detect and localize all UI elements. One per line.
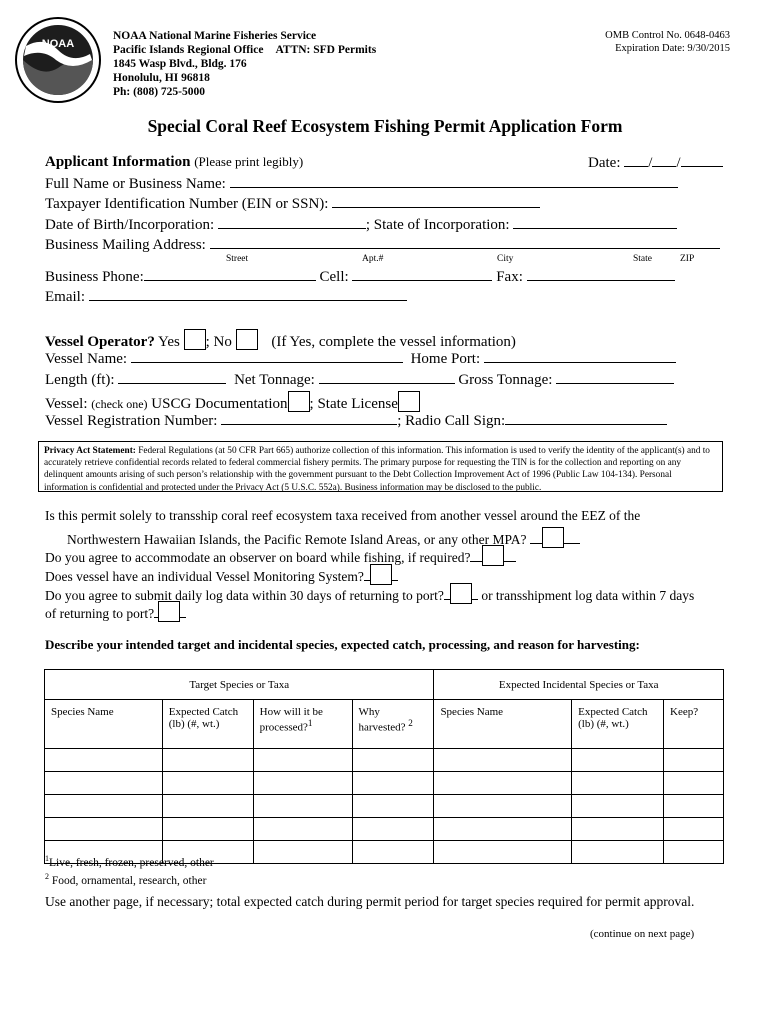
- table-cell[interactable]: [434, 772, 572, 795]
- table-cell[interactable]: [664, 749, 724, 772]
- footnotes: [45, 852, 214, 888]
- incidental-species-header: Expected Incidental Species or Taxa: [434, 670, 724, 700]
- dob-label: Date of Birth/Incorporation:: [45, 217, 215, 233]
- sub-state: State: [633, 254, 652, 264]
- omb-block: [605, 29, 730, 55]
- tin-field[interactable]: [332, 195, 540, 208]
- q1-answer-box[interactable]: [542, 527, 564, 548]
- net-tonnage-label: Net Tonnage:: [234, 372, 315, 388]
- table-cell[interactable]: [253, 841, 352, 864]
- question-vms: [45, 564, 398, 585]
- mailing-row: [45, 236, 720, 254]
- tin-label: Taxpayer Identification Number (EIN or SSN):: [45, 196, 329, 212]
- q1-underline: [530, 531, 542, 544]
- business-phone-label: Business Phone:: [45, 269, 144, 285]
- registration-row: [45, 412, 667, 430]
- state-inc-field[interactable]: [513, 216, 677, 229]
- q1-underline-after: [564, 531, 580, 544]
- vessel-name-label: Vessel Name:: [45, 351, 128, 367]
- radio-call-sign-label: ; Radio Call Sign:: [397, 413, 506, 429]
- form-title: Special Coral Reef Ecosystem Fishing Permit Application Form: [147, 116, 623, 136]
- target-species-header: Target Species or Taxa: [45, 670, 434, 700]
- full-name-field[interactable]: [230, 175, 678, 188]
- vessel-label: Vessel:: [45, 396, 88, 412]
- email-label: Email:: [45, 289, 85, 305]
- dob-field[interactable]: [218, 216, 366, 229]
- privacy-label: Privacy Act Statement:: [44, 446, 136, 456]
- vessel-name-field[interactable]: [131, 350, 403, 363]
- table-cell[interactable]: [434, 749, 572, 772]
- continue-note: (continue on next page): [590, 928, 695, 940]
- table-row: [45, 818, 724, 841]
- noaa-logo: [14, 16, 102, 104]
- q4-part1: Do you agree to submit daily log data within 30 days of returning to port?: [45, 588, 444, 603]
- vessel-type-row: [45, 391, 420, 413]
- table-cell[interactable]: [352, 795, 434, 818]
- col-expected-catch-2: Expected Catch (lb) (#, wt.): [572, 700, 664, 749]
- col-how-processed-text: How will it be processed?: [259, 706, 323, 734]
- fax-label: Fax:: [496, 269, 523, 285]
- table-cell[interactable]: [572, 841, 664, 864]
- q4-part2: or transshipment log data within 7 days: [481, 588, 695, 603]
- if-yes-note: (If Yes, complete the vessel information): [271, 334, 516, 350]
- check-one-note: (check one): [91, 397, 148, 411]
- q2-text: Do you agree to accommodate an observer on board while fishing, if required?: [45, 550, 471, 565]
- registration-field[interactable]: [221, 412, 397, 425]
- col-why-sup: 2: [408, 718, 413, 728]
- fn2-mark: 2: [45, 871, 49, 881]
- length-label: Length (ft):: [45, 372, 115, 388]
- home-port-label: Home Port:: [410, 351, 481, 367]
- table-cell[interactable]: [162, 749, 253, 772]
- applicant-heading-note: (Please print legibly): [194, 154, 304, 169]
- cell-label: Cell:: [319, 269, 349, 285]
- fax-field[interactable]: [527, 268, 675, 281]
- additional-page-note: Use another page, if necessary; total expected catch during permit period for target species required for permit approval.: [45, 894, 695, 909]
- q4-transship-log-box[interactable]: [158, 601, 180, 622]
- q1-line2: Northwestern Hawaiian Islands, the Pacific Remote Island Areas, or any other MPA?: [67, 532, 527, 547]
- yes-label: Yes: [158, 334, 180, 350]
- table-cell[interactable]: [352, 818, 434, 841]
- q3-answer-box[interactable]: [370, 564, 392, 585]
- net-tonnage-field[interactable]: [319, 371, 455, 384]
- length-row: [45, 371, 674, 389]
- question-observer: [45, 545, 516, 566]
- q2-underline-after: [504, 549, 516, 562]
- full-name-row: [45, 175, 678, 193]
- vessel-operator-label: Vessel Operator?: [45, 334, 155, 350]
- business-phone-field[interactable]: [144, 268, 316, 281]
- table-cell[interactable]: [664, 772, 724, 795]
- address-line2: Honolulu, HI 96818: [113, 72, 210, 84]
- table-cell[interactable]: [45, 795, 163, 818]
- q2-underline: [470, 549, 482, 562]
- q1-line1: Is this permit solely to transship coral reef ecosystem taxa received from another vessel around the EEZ of the: [45, 508, 641, 523]
- state-license-checkbox[interactable]: [398, 391, 420, 412]
- table-cell[interactable]: [45, 749, 163, 772]
- describe-heading: Describe your intended target and incidental species, expected catch, processing, and reason for harvesting:: [45, 637, 640, 652]
- org-line2: Pacific Islands Regional Office: [113, 44, 264, 56]
- table-cell[interactable]: [572, 749, 664, 772]
- col-why-harvested-text: Why harvested?: [358, 706, 406, 734]
- applicant-heading: Applicant Information: [45, 154, 191, 170]
- state-inc-label: ; State of Incorporation:: [365, 217, 510, 233]
- vessel-operator-row: [45, 329, 516, 351]
- privacy-text: Federal Regulations (at 50 CFR Part 665) authorize collection of this information. This information is used to verify the identity of the applicant(s) and to accurately retrieve confidential records related to federal commercial fishery permits. The primary purpose for requesting the TIN is for the collection and reporting on any delinquent amounts arising of such person’s relationship with the government pursuant to the Debt Collection Improvement Act of 1996 (Public Law 104-134). Personal information is confidential and protected under the Privacy Act (5 U.S.C. 552a). Business information may be disclosed to the public.: [44, 446, 710, 493]
- species-table: [44, 669, 724, 864]
- q4-line2: of returning to port?: [45, 606, 155, 621]
- fn1-mark: 1: [45, 854, 49, 863]
- sub-street: Street: [226, 254, 249, 264]
- q4b-underline-after: [180, 605, 186, 618]
- table-cell[interactable]: [572, 795, 664, 818]
- full-name-label: Full Name or Business Name:: [45, 176, 226, 192]
- date-label: Date:: [588, 155, 621, 171]
- table-cell[interactable]: [664, 795, 724, 818]
- date-month-field[interactable]: [624, 154, 648, 167]
- table-cell[interactable]: [253, 818, 352, 841]
- radio-call-sign-field[interactable]: [505, 412, 667, 425]
- table-cell[interactable]: [45, 818, 163, 841]
- privacy-act-statement: [38, 441, 723, 492]
- org-line1: NOAA National Marine Fisheries Service: [113, 30, 317, 42]
- q3-text: Does vessel have an individual Vessel Monitoring System?: [45, 569, 364, 584]
- dob-row: [45, 216, 677, 234]
- phone-row: [45, 268, 675, 286]
- q2-answer-box[interactable]: [482, 545, 504, 566]
- q4-daily-log-box[interactable]: [450, 583, 472, 604]
- q3-underline-after: [392, 568, 398, 581]
- omb-control: OMB Control No. 0648-0463: [605, 30, 730, 41]
- question-logdata-line2: [45, 601, 186, 622]
- table-cell[interactable]: [664, 818, 724, 841]
- footnote-1: Live, fresh, frozen, preserved, other: [49, 856, 214, 869]
- table-cell[interactable]: [664, 841, 724, 864]
- vessel-operator-yes-checkbox[interactable]: [184, 329, 206, 350]
- attn-line: ATTN: SFD Permits: [275, 44, 377, 56]
- vessel-name-row: [45, 350, 676, 368]
- uscg-label: USCG Documentation: [151, 396, 288, 412]
- sub-city: City: [497, 254, 514, 264]
- col-how-processed: [253, 700, 352, 749]
- sub-apt: Apt.#: [362, 254, 384, 264]
- address-line1: 1845 Wasp Blvd., Bldg. 176: [113, 58, 247, 70]
- uscg-documentation-checkbox[interactable]: [288, 391, 310, 412]
- table-cell[interactable]: [434, 795, 572, 818]
- col-expected-catch: Expected Catch (lb) (#, wt.): [162, 700, 253, 749]
- state-license-label: ; State License: [309, 396, 398, 412]
- table-row: [45, 749, 724, 772]
- table-cell[interactable]: [162, 818, 253, 841]
- date-year-field[interactable]: [681, 154, 723, 167]
- table-cell[interactable]: [352, 841, 434, 864]
- phone-line: Ph: (808) 725-5000: [113, 86, 205, 98]
- table-cell[interactable]: [162, 795, 253, 818]
- table-cell[interactable]: [162, 772, 253, 795]
- mailing-label: Business Mailing Address:: [45, 237, 206, 253]
- gross-tonnage-field[interactable]: [556, 371, 674, 384]
- table-cell[interactable]: [45, 772, 163, 795]
- table-cell[interactable]: [253, 772, 352, 795]
- col-keep: Keep?: [664, 700, 724, 749]
- cell-field[interactable]: [352, 268, 492, 281]
- email-row: [45, 288, 407, 306]
- date-sep1: /: [648, 155, 653, 171]
- sub-zip: ZIP: [680, 254, 695, 264]
- table-cell[interactable]: [434, 841, 572, 864]
- agency-address-block: [113, 29, 376, 99]
- table-cell[interactable]: [434, 818, 572, 841]
- email-field[interactable]: [89, 288, 407, 301]
- table-row: [45, 795, 724, 818]
- table-row: [45, 772, 724, 795]
- mailing-address-field[interactable]: [210, 236, 720, 249]
- col-species-name-2: Species Name: [434, 700, 572, 749]
- date-day-field[interactable]: [652, 154, 676, 167]
- gross-tonnage-label: Gross Tonnage:: [458, 372, 553, 388]
- q4-underline-after: [472, 587, 478, 600]
- col-species-name: Species Name: [45, 700, 163, 749]
- table-cell[interactable]: [352, 749, 434, 772]
- question-transship: [45, 508, 640, 548]
- table-cell[interactable]: [352, 772, 434, 795]
- table-cell[interactable]: [253, 795, 352, 818]
- date-sep2: /: [676, 155, 681, 171]
- tin-row: [45, 195, 540, 213]
- table-cell[interactable]: [572, 818, 664, 841]
- vessel-operator-no-checkbox[interactable]: [236, 329, 258, 350]
- applicant-heading-row: [45, 154, 303, 171]
- logo-text: NOAA: [41, 38, 75, 50]
- date-row: [588, 154, 723, 172]
- footnote-2: Food, ornamental, research, other: [49, 874, 207, 887]
- home-port-field[interactable]: [484, 350, 676, 363]
- col-why-harvested: [352, 700, 434, 749]
- col-how-sup: 1: [307, 718, 313, 728]
- table-cell[interactable]: [572, 772, 664, 795]
- table-cell[interactable]: [253, 749, 352, 772]
- length-field[interactable]: [118, 371, 226, 384]
- no-label: ; No: [205, 334, 232, 350]
- registration-label: Vessel Registration Number:: [45, 413, 218, 429]
- expiration-date: Expiration Date: 9/30/2015: [615, 43, 730, 54]
